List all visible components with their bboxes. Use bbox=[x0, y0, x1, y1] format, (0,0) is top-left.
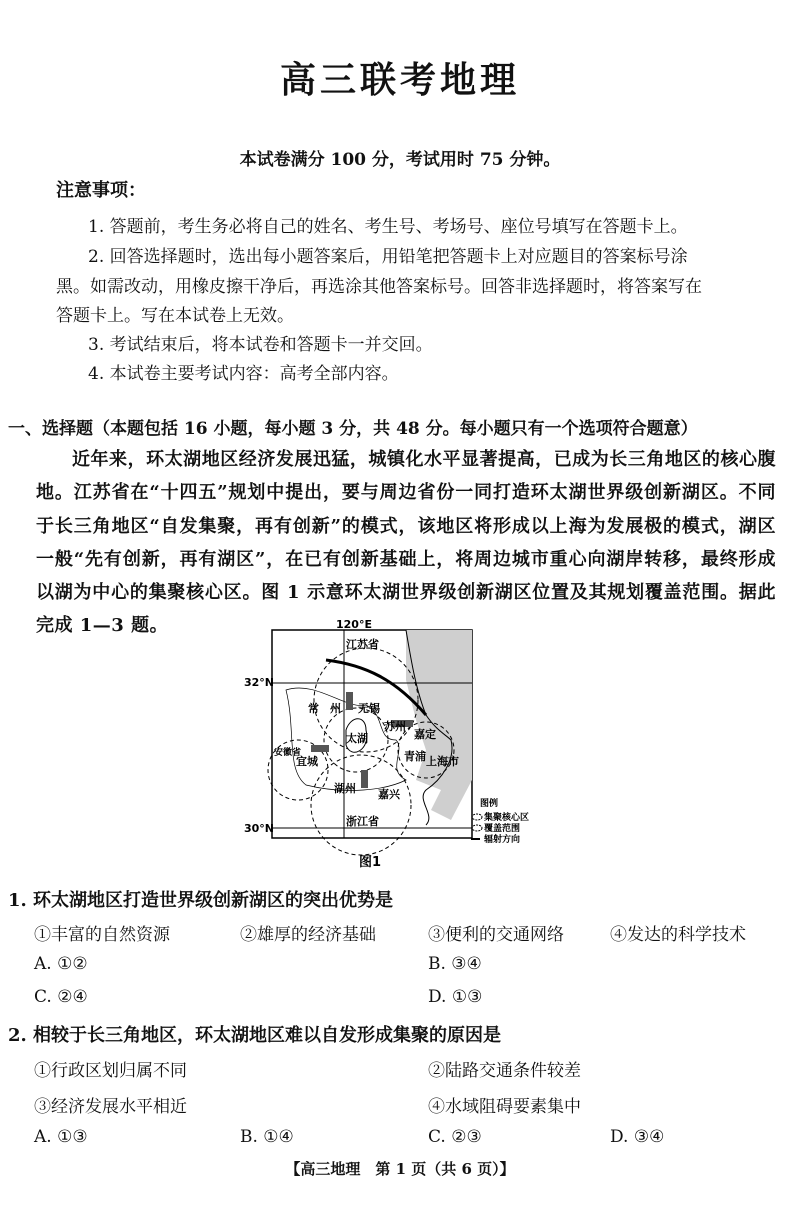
legend-core: 集聚核心区 bbox=[484, 813, 530, 823]
q1-choice-b[interactable]: B. ③④ bbox=[428, 954, 482, 974]
map-label: 青浦 bbox=[404, 750, 426, 763]
figure-1-map bbox=[244, 618, 530, 875]
notice-item: 黑。如需改动，用橡皮擦干净后，再选涂其他答案标号。回答非选择题时，将答案写在 bbox=[56, 277, 702, 297]
q1-item: ②雄厚的经济基础 bbox=[240, 925, 376, 945]
map-label: 常 州 bbox=[308, 702, 341, 715]
q1-choice-a[interactable]: A. ①② bbox=[34, 954, 88, 974]
q1-item: ③便利的交通网络 bbox=[428, 925, 564, 945]
notice-heading: 注意事项： bbox=[56, 180, 146, 201]
lon-label: 120°E bbox=[336, 618, 372, 631]
notice-item: 3. 考试结束后，将本试卷和答题卡一并交回。 bbox=[88, 335, 433, 355]
notice-item: 4. 本试卷主要考试内容：高考全部内容。 bbox=[88, 364, 399, 384]
map-label: 安徽省 bbox=[274, 748, 302, 758]
notice-item: 1. 答题前，考生务必将自己的姓名、考生号、考场号、座位号填写在答题卡上。 bbox=[88, 217, 688, 237]
q1-choice-d[interactable]: D. ①③ bbox=[428, 987, 483, 1007]
section-heading: 一、选择题（本题包括 16 小题，每小题 3 分，共 48 分。每小题只有一个选项符合题意） bbox=[8, 419, 698, 439]
q2-item: ③经济发展水平相近 bbox=[34, 1097, 187, 1117]
q2-choice-c[interactable]: C. ②③ bbox=[428, 1127, 482, 1147]
map-label: 湖州 bbox=[334, 782, 356, 795]
figure-caption: 图1 bbox=[359, 855, 382, 870]
q2-item: ④水域阻碍要素集中 bbox=[428, 1097, 581, 1117]
map-label: 无锡 bbox=[358, 702, 380, 715]
q2-choice-b[interactable]: B. ①④ bbox=[240, 1127, 294, 1147]
passage: 近年来，环太湖地区经济发展迅猛，城镇化水平显著提高，已成为长三角地区的核心腹地。江苏省在“十四五”规划中提出，要与周边省份一同打造环太湖世界级创新湖区。不同于长三角地区“自发集聚，再有创新”的模式，该地区将形成以上海为发展极的模式，湖区一般“先有创新，再有湖区”，在已有创新基础上，将周边城市重心向湖岸转移，最终形成以湖为中心的集聚核心区。图 1 示意环太湖世界级创新湖区位置及其规划覆盖范围。据此完成 1—3 题。 bbox=[36, 449, 776, 637]
q2-choice-a[interactable]: A. ①③ bbox=[34, 1127, 88, 1147]
q1-item: ①丰富的自然资源 bbox=[34, 925, 170, 945]
map-label: 苏州 bbox=[384, 720, 406, 733]
map-label: 太湖 bbox=[346, 732, 368, 745]
map-label: 嘉定 bbox=[414, 728, 436, 741]
map-label: 宜城 bbox=[296, 755, 318, 768]
map-label: 浙江省 bbox=[346, 815, 379, 828]
page-footer: 【高三地理 第 1 页（共 6 页）】 bbox=[285, 1160, 515, 1178]
q2-item: ②陆路交通条件较差 bbox=[428, 1061, 581, 1081]
notice-item: 答题卡上。写在本试卷上无效。 bbox=[56, 306, 294, 326]
map-label: 嘉兴 bbox=[378, 788, 400, 801]
lat-label: 32°N bbox=[244, 676, 275, 689]
legend-radiate: 辐射方向 bbox=[484, 835, 521, 845]
q1-item: ④发达的科学技术 bbox=[610, 925, 746, 945]
question-1-stem: 1. 环太湖地区打造世界级创新湖区的突出优势是 bbox=[8, 890, 394, 911]
q2-choice-d[interactable]: D. ③④ bbox=[610, 1127, 665, 1147]
page-title: 高三联考地理 bbox=[279, 60, 520, 101]
legend-cover: 覆盖范围 bbox=[484, 824, 521, 834]
notice-item: 2. 回答选择题时，选出每小题答案后，用铅笔把答题卡上对应题目的答案标号涂 bbox=[88, 247, 688, 267]
exam-info: 本试卷满分 100 分，考试用时 75 分钟。 bbox=[239, 150, 561, 170]
map-label: 上海市 bbox=[426, 755, 459, 768]
question-2-stem: 2. 相较于长三角地区，环太湖地区难以自发形成集聚的原因是 bbox=[8, 1025, 502, 1046]
q2-item: ①行政区划归属不同 bbox=[34, 1061, 187, 1081]
q1-choice-c[interactable]: C. ②④ bbox=[34, 987, 88, 1007]
lat-label: 30°N bbox=[244, 822, 275, 835]
legend-title: 图例 bbox=[480, 799, 499, 809]
map-label: 江苏省 bbox=[346, 638, 379, 651]
